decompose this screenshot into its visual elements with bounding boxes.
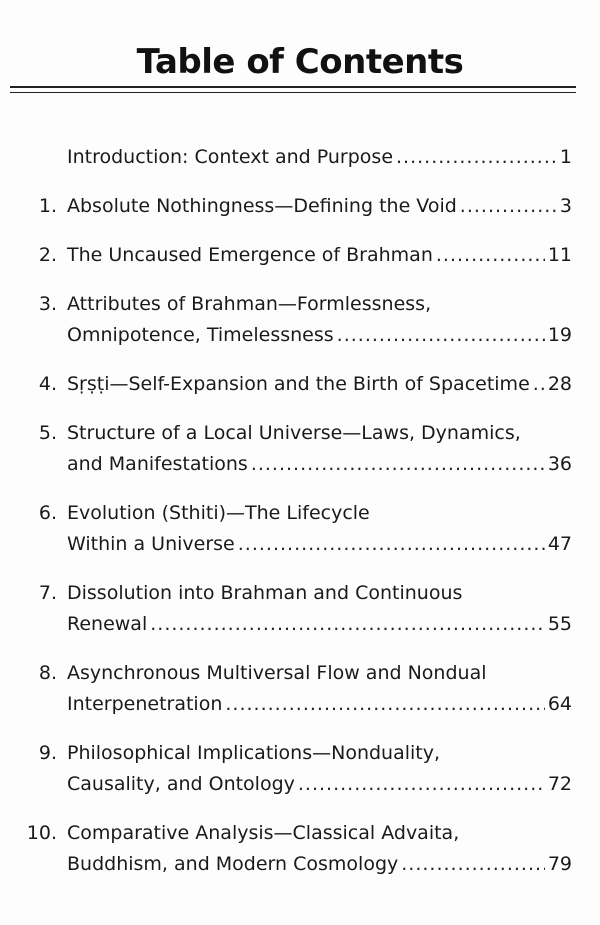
dot-leader [396,148,557,167]
toc-entry-title-line: The Uncaused Emergence of Brahman [67,244,433,266]
toc-entry-page-number: 1 [559,146,572,168]
toc-entry-title-line: Renewal [67,613,148,635]
toc-entry-title-line: Evolution (Sthiti)—The Lifecycle [67,502,370,524]
toc-entry-title-line: Interpenetration [67,693,223,715]
toc-entry-title-line: Attributes of Brahman—Formlessness, [67,293,432,315]
toc-entry-title-line: Asynchronous Multiversal Flow and Nondual [67,662,487,684]
toc-entry-number: 9. [38,742,57,764]
toc-entry-leader-row [67,855,572,874]
dot-leader [251,455,545,474]
page-title: Table of Contents [136,42,464,82]
toc-entry-title-line: Absolute Nothingness—Defining the Void [67,195,457,217]
toc-entry-number: 3. [38,293,57,315]
toc-entry-title-line: and Manifestations [67,453,248,475]
toc-entry-title-line: Omnipotence, Timelessness [67,324,334,346]
toc-entry-number: 8. [38,662,57,684]
toc-entry-leader-row [67,695,572,714]
toc-entry-title-line: Comparative Analysis—Classical Advaita, [67,822,460,844]
toc-entry-page-number: 36 [547,453,572,475]
toc-entry-number: 1. [38,195,57,217]
toc-entry-leader-row [67,148,572,167]
toc-entry-number: 10. [26,822,57,844]
toc-entry-page-number: 79 [547,853,572,875]
toc-entry-leader-row [67,535,572,554]
dot-leader [533,375,545,394]
toc-entry-number: 6. [38,502,57,524]
toc-entry-page-number: 47 [547,533,572,555]
dot-leader [298,775,545,794]
toc-entry-number: 2. [38,244,57,266]
toc-entry-page-number: 55 [547,613,572,635]
toc-entry-title-line: Structure of a Local Universe—Laws, Dynamics, [67,422,521,444]
toc-entry-leader-row [67,246,572,265]
toc-entry-leader-row [67,455,572,474]
toc-entry-number: 5. [38,422,57,444]
toc-entry-title-line: Causality, and Ontology [67,773,295,795]
toc-entry-leader-row [67,326,572,345]
toc-entry-title-line: Introduction: Context and Purpose [67,146,394,168]
toc-entry-title-line: Dissolution into Brahman and Continuous [67,582,463,604]
toc-entry-page-number: 3 [559,195,572,217]
toc-entry-leader-row [67,197,572,216]
toc-entry-number: 7. [38,582,57,604]
toc-entry-title-line: Within a Universe [67,533,235,555]
toc-entry-leader-row [67,775,572,794]
dot-leader [150,615,545,634]
toc-entry-page-number: 28 [547,373,572,395]
toc-entry-leader-row [67,615,572,634]
toc-entry-title-line: Buddhism, and Modern Cosmology [67,853,399,875]
toc-entry-title-line: Philosophical Implications—Nonduality, [67,742,441,764]
dot-leader [238,535,545,554]
toc-entry-page-number: 72 [547,773,572,795]
dot-leader [225,695,544,714]
toc-entry-page-number: 19 [547,324,572,346]
dot-leader [436,246,545,265]
toc-entry-title-line: Sṛṣṭi—Self-Expansion and the Birth of Spacetime [67,373,530,395]
toc-entry-page-number: 11 [547,244,572,266]
toc-entry-leader-row [67,375,572,394]
dot-leader [337,326,545,345]
dot-leader [401,855,545,874]
dot-leader [460,197,557,216]
toc-entry-number: 4. [38,373,57,395]
toc-entry-page-number: 64 [547,693,572,715]
